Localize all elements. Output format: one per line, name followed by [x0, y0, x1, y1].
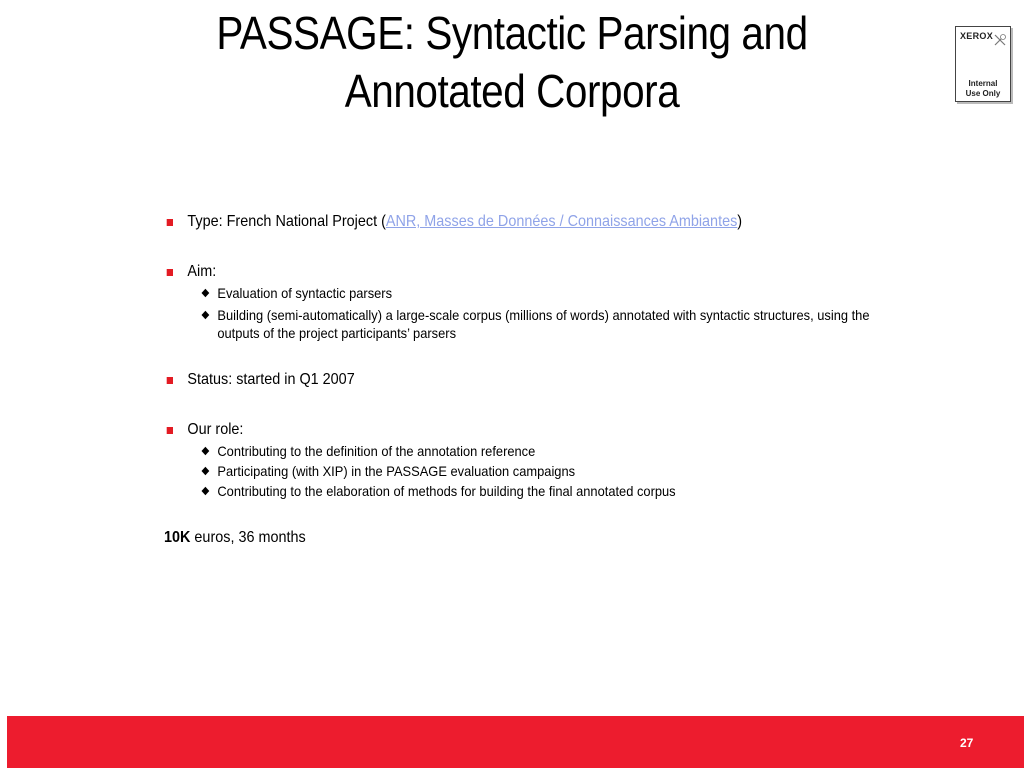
- bullet-aim: [164, 260, 866, 284]
- square-bullet-icon: [167, 269, 173, 276]
- bullet-type-prefix: Type: French National Project (: [187, 213, 386, 230]
- bullet-type: [164, 210, 866, 234]
- internal-use-label: [956, 79, 1010, 99]
- sub-bullet-text: Contributing to the definition of the annotation reference: [217, 443, 536, 459]
- sub-bullet-text: Contributing to the elaboration of methods for building the final annotated corpus: [217, 483, 676, 499]
- slide-title-line-2: Annotated Corpora: [344, 65, 680, 117]
- sub-bullet-aim-1: [164, 284, 882, 302]
- page-number: 27: [960, 736, 974, 750]
- sub-bullet-text: Evaluation of syntactic parsers: [217, 285, 393, 301]
- slide-title-line-1: PASSAGE: Syntactic Parsing and: [216, 7, 808, 59]
- internal-use-badge: [955, 26, 1011, 102]
- slide-body: [164, 210, 944, 550]
- sub-bullet-role-2: [164, 462, 882, 480]
- bullet-role: [164, 418, 866, 442]
- bullet-aim-label: Aim:: [187, 263, 217, 280]
- bullet-status-text: Status: started in Q1 2007: [187, 371, 355, 388]
- bullet-role-label: Our role:: [187, 421, 244, 438]
- budget-amount: 10K: [164, 529, 191, 546]
- sub-bullet-text: Building (semi-automatically) a large-scale corpus (millions of words) annotated with syntactic structures, using the outputs of the project participants’ parsers: [217, 307, 870, 341]
- sub-bullet-role-1: [164, 442, 882, 460]
- bullet-status: [164, 368, 866, 392]
- square-bullet-icon: [167, 427, 173, 434]
- bullet-type-suffix: ): [737, 213, 743, 230]
- anr-link[interactable]: ANR, Masses de Données / Connaissances Ambiantes: [385, 213, 738, 230]
- diamond-bullet-icon: [201, 487, 209, 495]
- diamond-bullet-icon: [201, 311, 209, 319]
- sub-bullet-role-3: [164, 482, 882, 500]
- sub-bullet-aim-2: [164, 306, 882, 342]
- sub-bullet-text: Participating (with XIP) in the PASSAGE evaluation campaigns: [217, 463, 576, 479]
- square-bullet-icon: [167, 377, 173, 384]
- budget-line: [164, 526, 866, 550]
- square-bullet-icon: [167, 219, 173, 226]
- internal-use-line-1: Internal: [968, 79, 998, 88]
- slide-title: [149, 4, 874, 120]
- diamond-bullet-icon: [201, 447, 209, 455]
- diamond-bullet-icon: [201, 467, 209, 475]
- internal-use-line-2: Use Only: [965, 89, 1001, 98]
- budget-duration: euros, 36 months: [190, 529, 306, 546]
- diamond-bullet-icon: [201, 289, 209, 297]
- xerox-mark-icon: [994, 33, 1006, 47]
- xerox-logo: XEROX: [960, 31, 994, 41]
- footer-bar: [7, 716, 1024, 768]
